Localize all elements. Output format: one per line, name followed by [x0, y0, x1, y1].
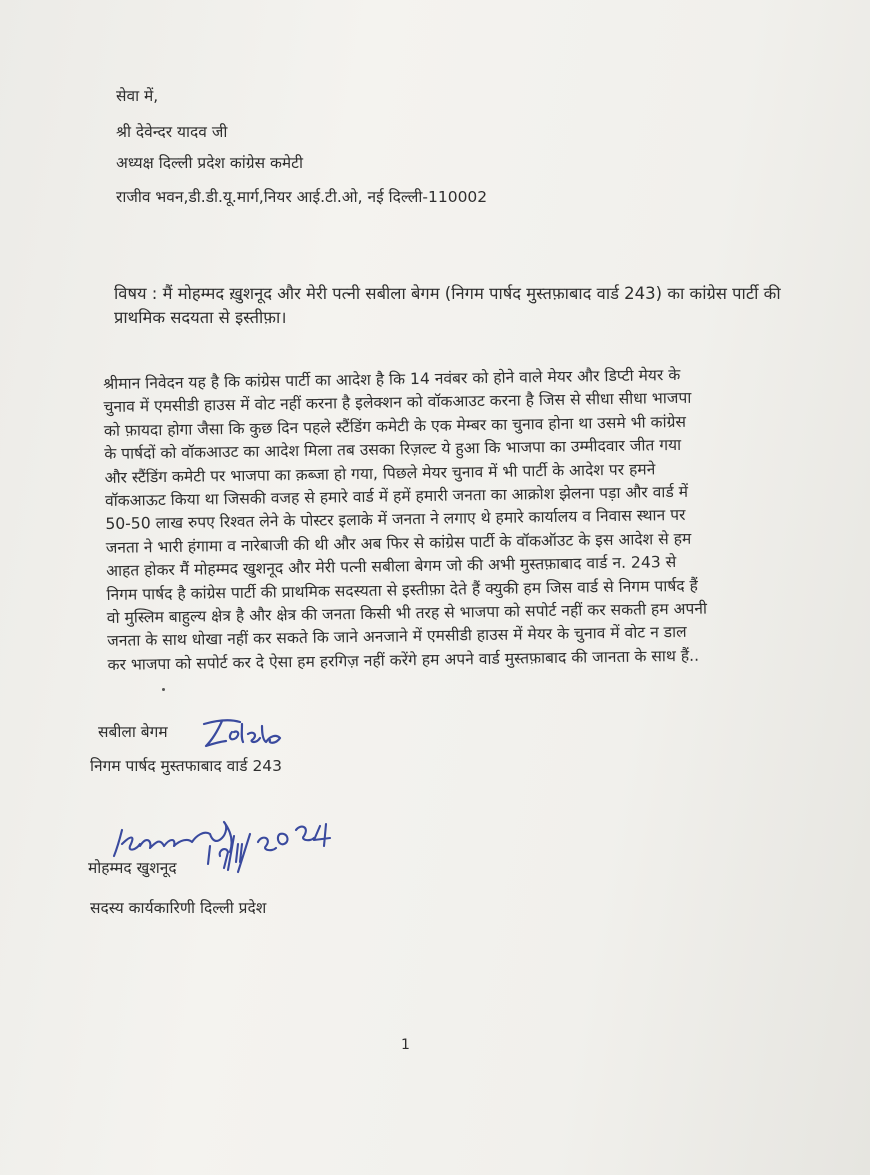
salutation: सेवा में,	[116, 87, 159, 105]
body-line: कर भाजपा को सपोर्ट कर दे ऐसा हम हरगिज़ नहीं करेंगे हम अपने वार्ड मुस्तफ़ाबाद की जानता के साथ हैं..	[107, 646, 700, 674]
body-line: श्रीमान निवेदन यह है कि कांग्रेस पार्टी का आदेश है कि 14 नवंबर को होने वाले मेयर और डिप्टी मेयर के	[103, 365, 681, 393]
body-line: को फ़ायदा होगा जैसा कि कुछ दिन पहले स्टैंडिंग कमेटी के एक मेम्बर का चुनाव होना था उसमे भी कांग्रेस	[103, 412, 687, 440]
signatory-2-name: मोहम्मद खुशनूद	[88, 859, 177, 877]
signatory-1-name: सबीला बेगम	[98, 723, 168, 741]
body-line: और स्टैंडिंग कमेटी पर भाजपा का क़ब्जा हो गया, पिछले मेयर चुनाव में भी पार्टी के आदेश पर हमने	[104, 459, 656, 487]
body-line: चुनाव में एमसीडी हाउस में वोट नहीं करना है इलेक्शन को वॉकआउट करना है जिस से सीधा सीधा भाजपा	[103, 389, 692, 417]
recipient-designation: अध्यक्ष दिल्ली प्रदेश कांग्रेस कमेटी	[116, 154, 303, 172]
recipient-name: श्री देवेन्दर यादव जी	[116, 123, 228, 141]
subject-line: विषय : मैं मोहम्मद ख़ुशनूद और मेरी पत्नी सबीला बेगम (निगम पार्षद मुस्तफ़ाबाद वार्ड 243) का कांग्रेस पार्टी की प्राथमिक सदयता से इस्तीफ़ा।	[114, 284, 781, 327]
signatory-2-designation: सदस्य कार्यकारिणी दिल्ली प्रदेश	[90, 899, 267, 917]
signatory-1-designation: निगम पार्षद मुस्तफाबाद वार्ड 243	[90, 757, 283, 775]
body-line: निगम पार्षद है कांग्रेस पार्टी की प्राथमिक सदस्यता से इस्तीफ़ा देते हैं क्युकी हम जिस वार्ड से निगम पार्षद हैं	[106, 576, 698, 604]
stray-dot	[162, 688, 165, 691]
recipient-address: राजीव भवन,डी.डी.यू.मार्ग,नियर आई.टी.ओ, नई दिल्ली-110002	[116, 188, 488, 206]
body-line: आहत होकर मैं मोहम्मद खुशनूद और मेरी पत्नी सबीला बेगम जो की अभी मुस्तफ़ाबाद वार्ड न. 243 से	[105, 553, 677, 581]
body-line: 50-50 लाख रुपए रिश्वत लेने के पोस्टर इलाके में जनता ने लगाए थे हमारे कार्यालय व निवास स्थान पर	[105, 506, 686, 534]
body-line: जनता ने भारी हंगामा व नारेबाजी की थी और अब फिर से कांग्रेस पार्टी के वॉकऑउट के इस आदेश से हम	[105, 529, 692, 557]
body-line: जनता के साथ धोखा नहीं कर सकते कि जाने अनजाने में एमसीडी हाउस में मेयर के चुनाव में वोट न डाल	[107, 623, 687, 651]
letter-body	[103, 362, 778, 677]
body-line: के पार्षदों को वॉकआउट का आदेश मिला तब उसका रिज़ल्ट ये हुआ कि भाजपा का उम्मीदवार जीत गया	[104, 436, 682, 464]
body-line: वॉकआऊट किया था जिसकी वजह से हमारे वार्ड में हमें हमारी जनता का आक्रोश झेलना पड़ा और वार्ड में	[104, 482, 689, 511]
signature-sabila	[196, 714, 296, 754]
body-line: वो मुस्लिम बाहुल्य क्षेत्र है और क्षेत्र की जनता किसी भी तरह से भाजपा को सपोर्ट नहीं कर सकती हम अपनी	[106, 599, 708, 628]
page-number: 1	[401, 1037, 410, 1053]
